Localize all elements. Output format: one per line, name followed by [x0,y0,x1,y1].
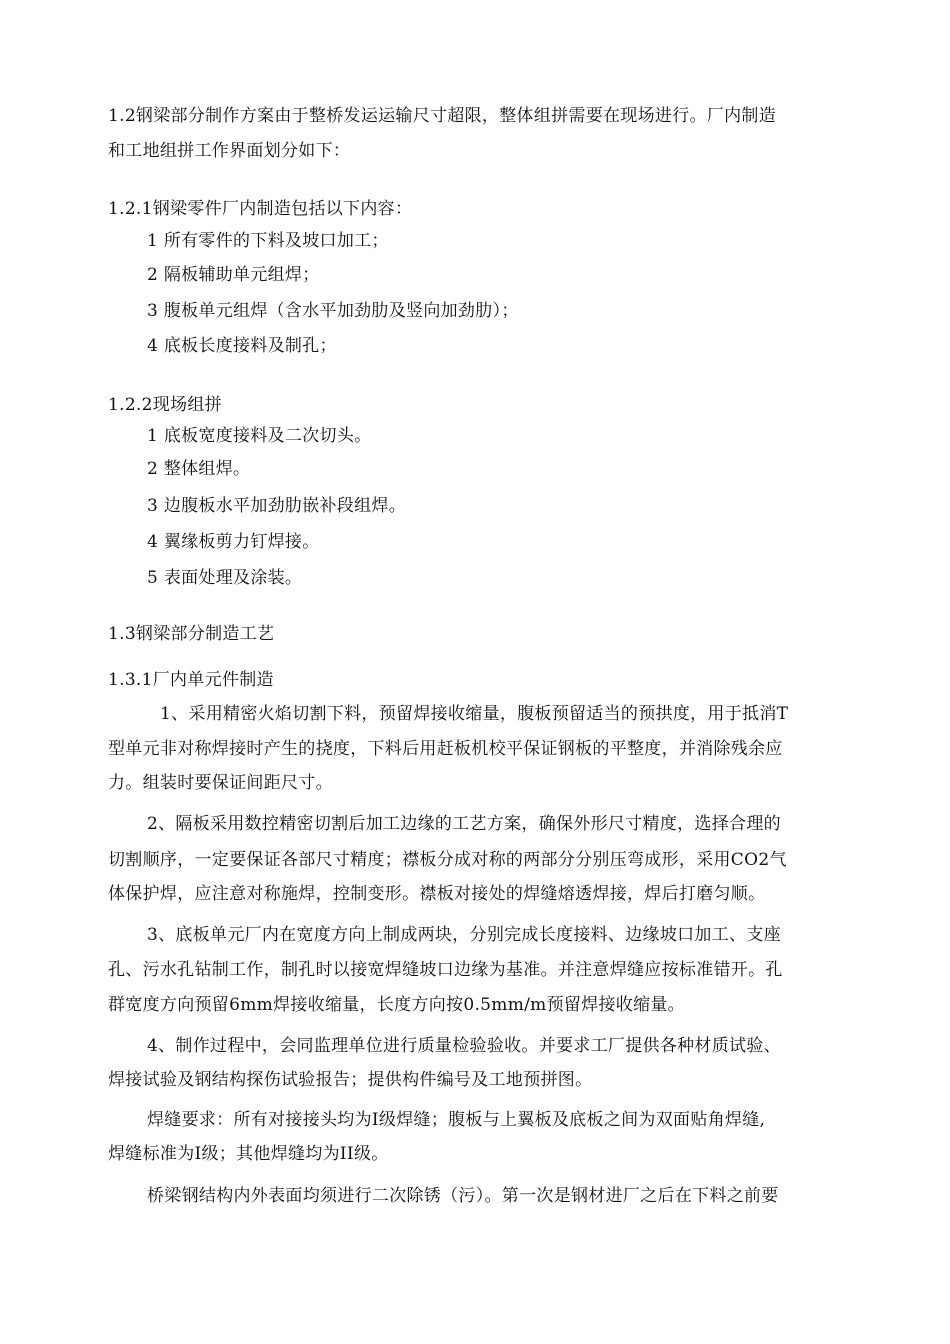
paragraph-line: 体保护焊，应注意对称施焊，控制变形。襟板对接处的焊缝熔透焊接，焊后打磨匀顺。 [108,884,766,904]
list-item: 1 底板宽度接料及二次切头。 [147,426,372,446]
paragraph-line: 4、制作过程中，会同监理单位进行质量检验验收。并要求工厂提供各种材质试验、 [147,1036,781,1056]
heading-1-2-2: 1.2.2现场组拼 [108,395,222,415]
paragraph-line: 焊缝标准为I级；其他焊缝均为II级。 [108,1144,389,1164]
paragraph-line: 群宽度方向预留6mm焊接收缩量，长度方向按0.5mm/m预留焊接收缩量。 [108,995,685,1015]
list-item: 4 翼缘板剪力钉焊接。 [147,532,320,552]
paragraph-line: 2、隔板采用数控精密切割后加工边缘的工艺方案，确保外形尺寸精度，选择合理的 [147,814,781,834]
paragraph-line: 3、底板单元厂内在宽度方向上制成两块，分别完成长度接料、边缘坡口加工、支座 [147,925,781,945]
paragraph-line: 焊缝要求：所有对接接头均为I级焊缝；腹板与上翼板及底板之间为双面贴角焊缝, [147,1110,766,1130]
list-item: 2 隔板辅助单元组焊； [147,265,320,285]
heading-1-3-1: 1.3.1厂内单元件制造 [108,670,274,690]
paragraph-line: 型单元非对称焊接时产生的挠度，下料后用赶板机校平保证钢板的平整度，并消除残余应 [108,739,783,759]
paragraph-line: 切割顺序，一定要保证各部尺寸精度；襟板分成对称的两部分分别压弯成形，采用CO2气 [108,850,787,870]
list-item: 3 腹板单元组焊（含水平加劲肋及竖向加劲肋）； [147,301,519,321]
heading-1-2: 1.2钢梁部分制作方案由于整桥发运运输尺寸超限，整体组拼需要在现场进行。厂内制造 [108,106,777,126]
list-item: 4 底板长度接料及制孔； [147,336,337,356]
list-item: 1 所有零件的下料及坡口加工； [147,231,389,251]
list-item: 5 表面处理及涂装。 [147,568,303,588]
paragraph-line: 焊接试验及钢结构探伤试验报告；提供构件编号及工地预拼图。 [108,1070,593,1090]
heading-1-2-1: 1.2.1钢梁零件厂内制造包括以下内容： [108,199,413,219]
paragraph-line: 力。组装时要保证间距尺寸。 [108,773,333,793]
list-item: 2 整体组焊。 [147,459,251,479]
paragraph-line: 和工地组拼工作界面划分如下： [108,141,351,161]
heading-1-3: 1.3钢梁部分制造工艺 [108,624,275,644]
paragraph-line: 孔、污水孔钻制工作，制孔时以接宽焊缝坡口边缘为基准。并注意焊缝应按标准错开。孔 [108,960,783,980]
paragraph-line: 桥梁钢结构内外表面均须进行二次除锈（污）。第一次是钢材进厂之后在下料之前要 [147,1186,779,1206]
list-item: 3 边腹板水平加劲肋嵌补段组焊。 [147,496,407,516]
paragraph-line: 1、采用精密火焰切割下料，预留焊接收缩量，腹板预留适当的预拱度，用于抵消T [160,704,789,724]
